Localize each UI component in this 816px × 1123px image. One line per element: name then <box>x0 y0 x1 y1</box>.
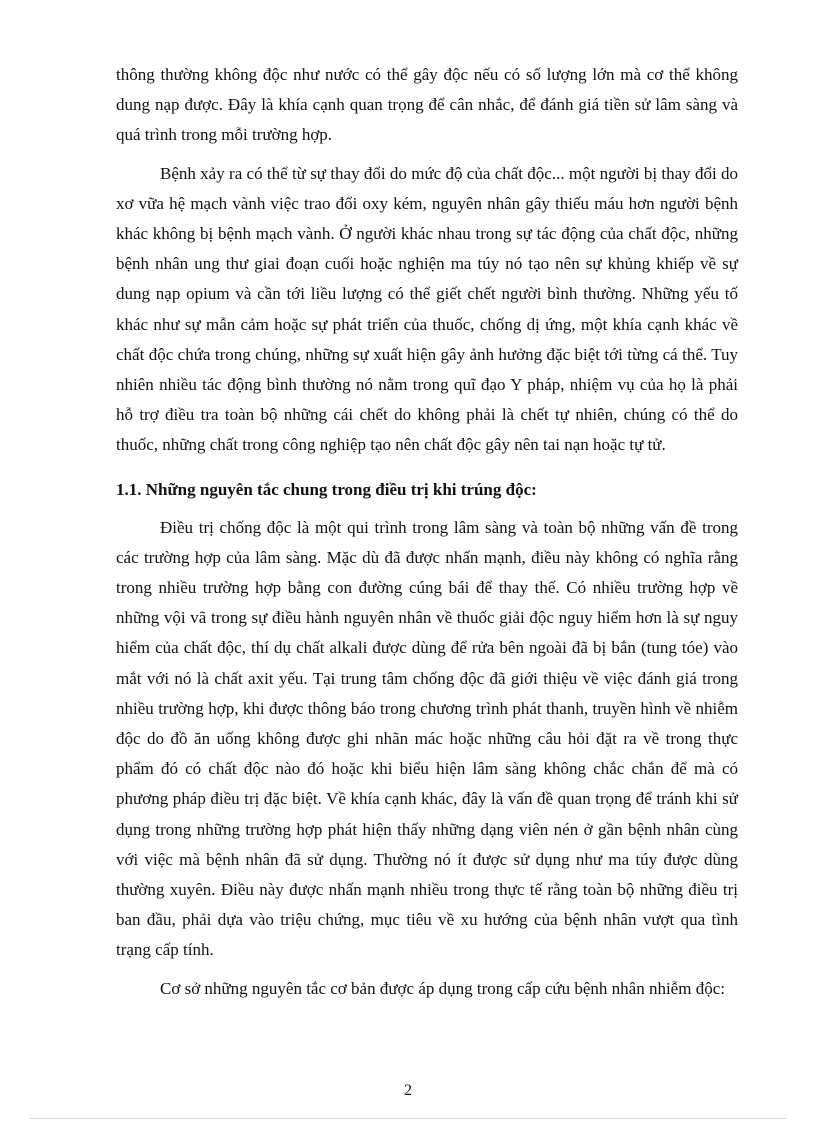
section-heading: 1.1. Những nguyên tắc chung trong điều trị khi trúng độc: <box>116 479 537 499</box>
paragraph-treatment-principles: Điều trị chống độc là một qui trình trong lâm sàng và toàn bộ những vấn đề trong các trường hợp của lâm sàng. Mặc dù đã được nhấn mạnh, điều này không có nghĩa rằng trong nhiều trường hợp bằng con đường cúng bái để thay thế. Có nhiều trường hợp về những vội vã trong sự điều hành nguyên nhân về thuốc giải độc nguy hiểm hơn là sự nguy hiểm của chất độc, thí dụ chất alkali được dùng để rửa bên ngoài đã bị bắn (tung tóe) vào mắt với nó là chất axit yếu. Tại trung tâm chống độc đã giới thiệu về việc đánh giá trong nhiều trường hợp, khi được thông báo trong chương trình phát thanh, truyền hình về nhiễm độc do đồ ăn uống không được ghi nhãn mác hoặc những câu hỏi đặt ra về trong thực phẩm đó có chất độc nào đó hoặc khi biểu hiện lâm sàng không chắc chắn để mà có phương pháp điều trị đặc biệt. Về khía cạnh khác, đây là vấn đề quan trọng để tránh khi sử dụng trong những trường hợp phát hiện thấy những dạng viên nén ở gần bệnh nhân cùng với việc mà bệnh nhân đã sử dụng. Thường nó ít được sử dụng như ma túy được dùng thường xuyên. Điều này được nhấn mạnh nhiều trong thực tế rằng toàn bộ những điều trị ban đầu, phải dựa vào triệu chứng, mục tiêu về xu hướng của bệnh nhân vượt qua tình trạng cấp tính. <box>116 517 738 960</box>
page-number: 2 <box>404 1082 412 1099</box>
paragraph-continuation: thông thường không độc như nước có thể gây độc nếu có số lượng lớn mà cơ thể không dung nạp được. Đây là khía cạnh quan trọng để cân nhắc, để đánh giá tiền sử lâm sàng và quá trình trong mỗi trường hợp. <box>116 65 738 145</box>
footer-divider <box>30 1118 786 1119</box>
paragraph-basic-principles: Cơ sở những nguyên tắc cơ bản được áp dụng trong cấp cứu bệnh nhân nhiễm độc: <box>160 978 725 998</box>
paragraph-disease-factors: Bệnh xảy ra có thể từ sự thay đổi do mức độ của chất độc... một người bị thay đổi do xơ vữa hệ mạch vành việc trao đổi oxy kém, nguyên nhân gây thiếu máu hơn người bệnh khác không bị bệnh mạch vành. Ở người khác nhau trong sự tác động của chất độc, những bệnh nhân ung thư giai đoạn cuối hoặc nghiện ma túy nó tạo nên sự khủng khiếp về sự dung nạp opium và cần tới liều lượng có thể giết chết người bình thường. Những yếu tố khác như sự mẫn cảm hoặc sự phát triển của thuốc, chống dị ứng, một khía cạnh khác về chất độc chứa trong chúng, những sự xuất hiện gây ảnh hưởng đặc biệt tới từng cá thể. Tuy nhiên nhiều tác động bình thường nó nằm trong quĩ đạo Y pháp, nhiệm vụ của họ là phải hỗ trợ điều tra toàn bộ những cái chết do không phải là chết tự nhiên, chúng có thể do thuốc, những chất trong công nghiệp tạo nên chất độc gây nên tai nạn hoặc tự tử. <box>116 163 738 455</box>
document-page <box>116 60 738 1004</box>
